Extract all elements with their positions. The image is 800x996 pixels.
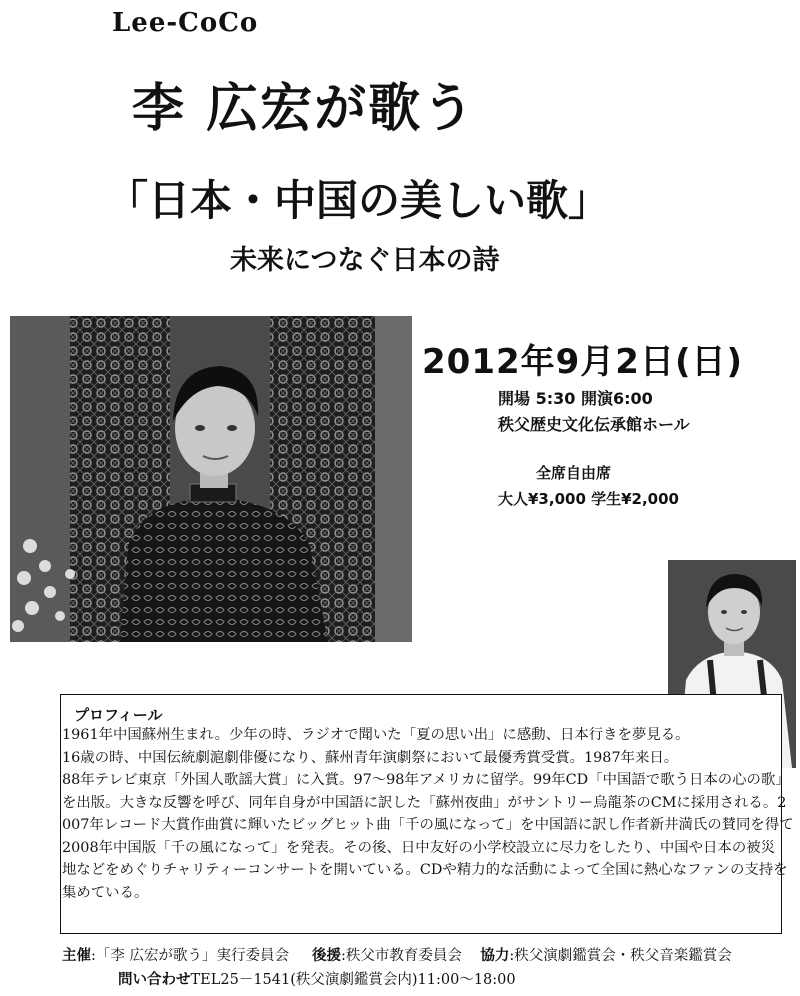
contact-label: 問い合わせ (118, 972, 191, 988)
profile-text (62, 724, 794, 904)
seating-info: 全席自由席 (536, 464, 612, 482)
cooperation: :秩父演劇鑑賞会・秩父音楽鑑賞会 (509, 948, 732, 964)
profile-line: 007年レコード大賞作曲賞に輝いたビッグヒット曲「千の風になって」を中国語に訳し作者新井満氏の賛同を得て (62, 817, 794, 833)
event-date: 2012年9月2日(日) (422, 342, 744, 382)
performer-photo (10, 316, 412, 642)
profile-heading: プロフィール (74, 706, 163, 724)
contact-info: TEL25－1541(秩父演劇鑑賞会内)11:00～18:00 (190, 972, 516, 988)
event-venue: 秩父歴史文化伝承館ホール (498, 415, 690, 434)
sponsor-line (62, 944, 732, 965)
brand-name: Lee-CoCo (112, 8, 259, 38)
profile-line: 集めている。 (62, 884, 149, 901)
profile-line: 2008年中国版「千の風になって」を発表。その後、日中友好の小学校設立に尽力をしたり、中国や日本の被災 (62, 839, 775, 856)
cooperation-label: 協力 (480, 948, 510, 964)
support: :秩父市教育委員会 (341, 948, 462, 964)
ticket-prices: 大人¥3,000 学生¥2,000 (498, 490, 679, 508)
contact-line (118, 968, 516, 989)
organizer: :「李 広宏が歌う」実行委員会 (91, 948, 289, 964)
concert-subtitle: 「日本・中国の美しい歌」 (106, 176, 611, 225)
profile-line: 88年テレビ東京「外国人歌謡大賞」に入賞。97～98年アメリカに留学。99年CD「中国語で歌う日本の心の歌」 (62, 772, 790, 788)
page-title: 李 広宏が歌う (132, 79, 477, 139)
organizer-label: 主催 (62, 948, 91, 964)
profile-line: 地などをめぐりチャリティーコンサートを開いている。CDや精力的な活動によって全国に熱心なファンの支持を (62, 862, 788, 878)
tagline: 未来につなぐ日本の詩 (230, 245, 500, 276)
profile-line: 16歳の時、中国伝統劇滬劇俳優になり、蘇州青年演劇祭において最優秀賞受賞。1987年来日。 (62, 749, 679, 766)
support-label: 後援 (312, 948, 342, 964)
event-times: 開場 5:30 開演6:00 (498, 389, 653, 408)
profile-line: 1961年中国蘇州生まれ。少年の時、ラジオで聞いた「夏の思い出」に感動、日本行きを夢見る。 (62, 727, 690, 743)
profile-line: を出版。大きな反響を呼び、同年自身が中国語に訳した「蘇州夜曲」がサントリー烏龍茶のCMに採用される。2 (62, 794, 787, 811)
